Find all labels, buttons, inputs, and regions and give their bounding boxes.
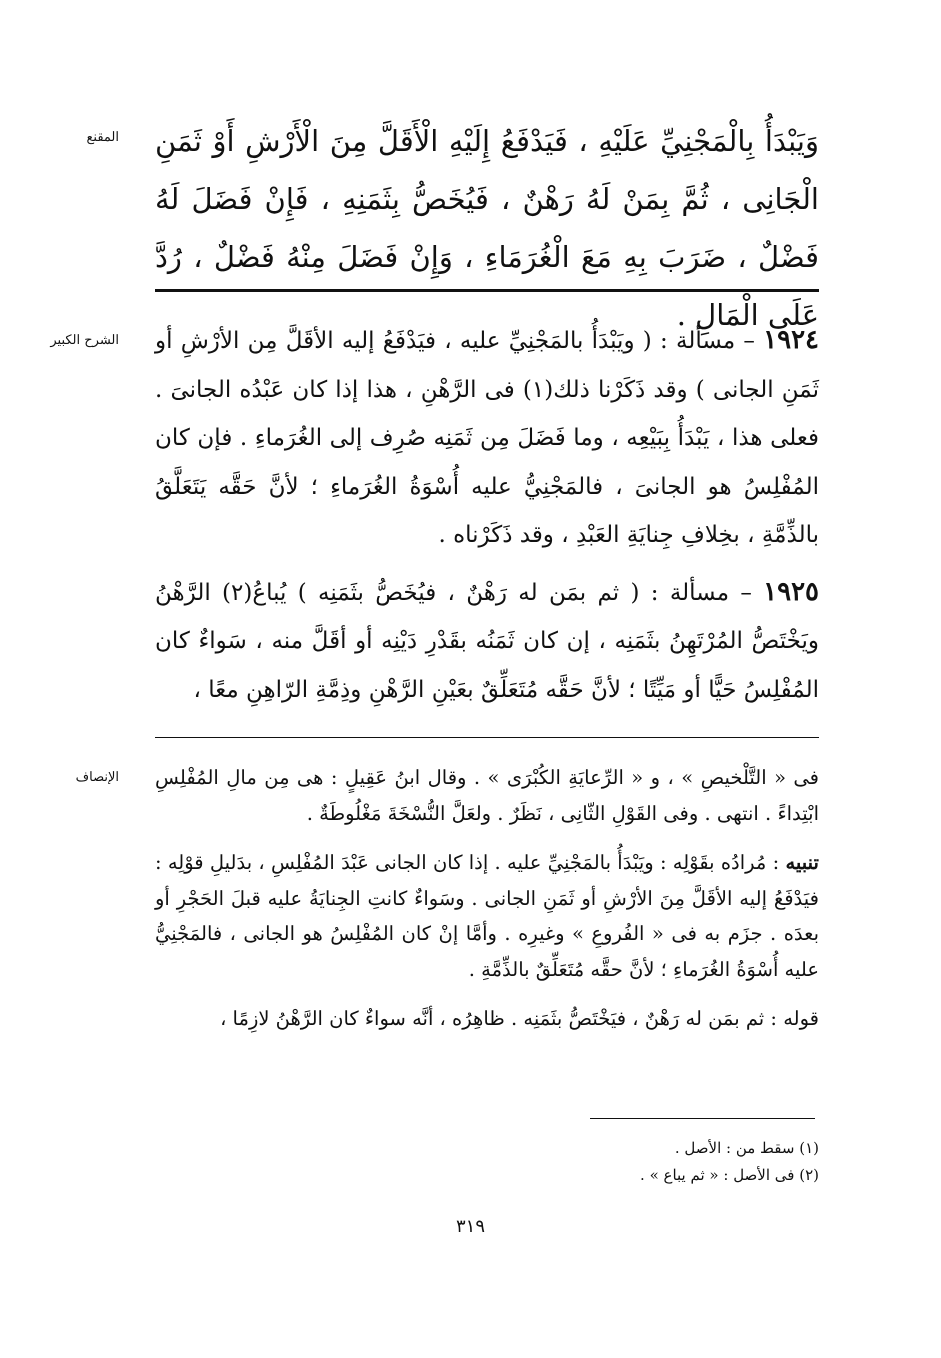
insaf-paragraph: قوله : ثم بمَن له رَهْنٌ ، فيَخْتَصُّ بثَمَنِه . ظاهِرُه ، أنَّه سواءٌ كان الرَّهْنُ لازِمًا ، [220,1007,819,1030]
insaf-text-block [155,760,819,1037]
footnotes [450,1135,819,1189]
footnote: (١) سقط من : الأصل . [674,1139,819,1157]
issue-number: ١٩٢٤ [763,325,819,355]
section-divider-thick [155,289,819,292]
sharh-label: الشرح الكبير [50,333,119,348]
muqni-paragraph: وَيَبْدَأُ بِالْمَجْنِيِّ عَلَيْهِ ، فَيَدْفَعُ إِلَيْهِ الْأَقَلَّ مِنَ الْأَرْشِ أَوْ ثَمَنِ الْجَانِى ، ثُمَّ بِمَنْ لَهُ رَهْنٌ ، فَيُخَصُّ بِثَمَنِهِ ، فَإِنْ فَضَلَ لَهُ فَضْلٌ ، ضَرَبَ بِهِ مَعَ الْغُرَمَاءِ ، وَإِنْ فَضَلَ مِنْهُ فَضْلٌ ، رُدَّ عَلَى الْمَالِ . [155,124,819,332]
footnote-divider [590,1118,815,1119]
section-divider-thin [155,737,819,738]
insaf-paragraph: فى « التَّلْخيصِ » ، و « الرِّعايَةِ الكُبْرَى » . وقال ابنُ عَقِيلٍ : هى مِن مالِ المُفْلِسِ ابْتِداءً . انتهى . وفى القَوْلِ الثّانِى ، نَظَرٌ . ولعَلَّ النُّسْخَةَ مَغْلُوطَةٌ . [155,766,819,825]
sharh-issue-1925 [155,568,819,715]
muqni-text-block [155,112,819,344]
sharh-text-block [155,316,819,714]
issue-text: – مسألة : ( ويَبْدَأُ بالمَجْنِيِّ عليه ، فيَدْفَعُ إليه الأقَلَّ مِن الأرْشِ أو ثَمَنِ الجانى ) وقد ذَكَرْنا ذلك(١) فى الرَّهْنِ ، هذا إذا كان عَبْدُه الجانىَ . فعلى هذا ، يَبْدَأُ بِبَيْعِه ، وما فَضَلَ مِن ثَمَنِه صُرِف إلى الغُرَماءِ . فإن كان المُفْلِسُ هو الجانىَ ، فالمَجْنِيُّ عليه أُسْوَةُ الغُرَماءِ ؛ لأنَّ حَقَّه يَتَعَلَّقُ بالذِّمَّةِ ، بخِلافِ جِنايَةِ العَبْدِ ، وقد ذَكَرْناه . [155,328,819,548]
sharh-issue-1924 [155,316,819,560]
note-heading: تنبيه [785,851,819,874]
issue-text: – مسألة : ( ثم بمَن له رَهْنٌ ، فيُخَصُّ بثَمَنِه ) يُباعُ(٢) الرَّهْنُ ويَخْتَصُّ المُرْتَهِنُ بثَمَنِه ، إن كان ثَمَنُه بقَدْرِ دَيْنِه أو أقَلَّ منه ، سَواءٌ كان المُفْلِسُ حَيًّا أو مَيِّتًا ؛ لأنَّ حَقَّه مُتَعَلِّقٌ بعَيْنِ الرَّهْنِ وذِمَّةِ الرّاهِنِ معًا ، [155,579,819,703]
note-text: : مُرادُه بقَوْلِه : ويَبْدَأُ بالمَجْنِيِّ عليه . إذا كان الجانى عَبْدَ المُفْلِسِ ، بدَليلِ قوْلِه : فيَدْفَعُ إليه الأقَلَّ مِنَ الأرْشِ أو ثَمَنِ الجانى . وسَواءٌ كانتِ الجِنايَةُ عليه قبلَ الحَجْرِ أو بعدَه . جزَم به فى « الفُروعِ » وغيرِه . وأمَّا إنْ كان المُفْلِسُ هو الجانى ، فالمَجْنِيُّ عليه أُسْوَةُ الغُرَماءِ ؛ لأنَّ حقَّه مُتَعَلِّقٌ بالذِّمَّةِ . [155,851,819,981]
insaf-note-paragraph [155,845,819,987]
page-number: ٣١٩ [455,1216,485,1237]
issue-number: ١٩٢٥ [763,576,819,607]
muqni-label: المقنع [86,130,119,145]
insaf-label: الإنصاف [75,770,119,785]
footnote: (٢) فى الأصل : « ثم يباع » . [640,1166,819,1184]
